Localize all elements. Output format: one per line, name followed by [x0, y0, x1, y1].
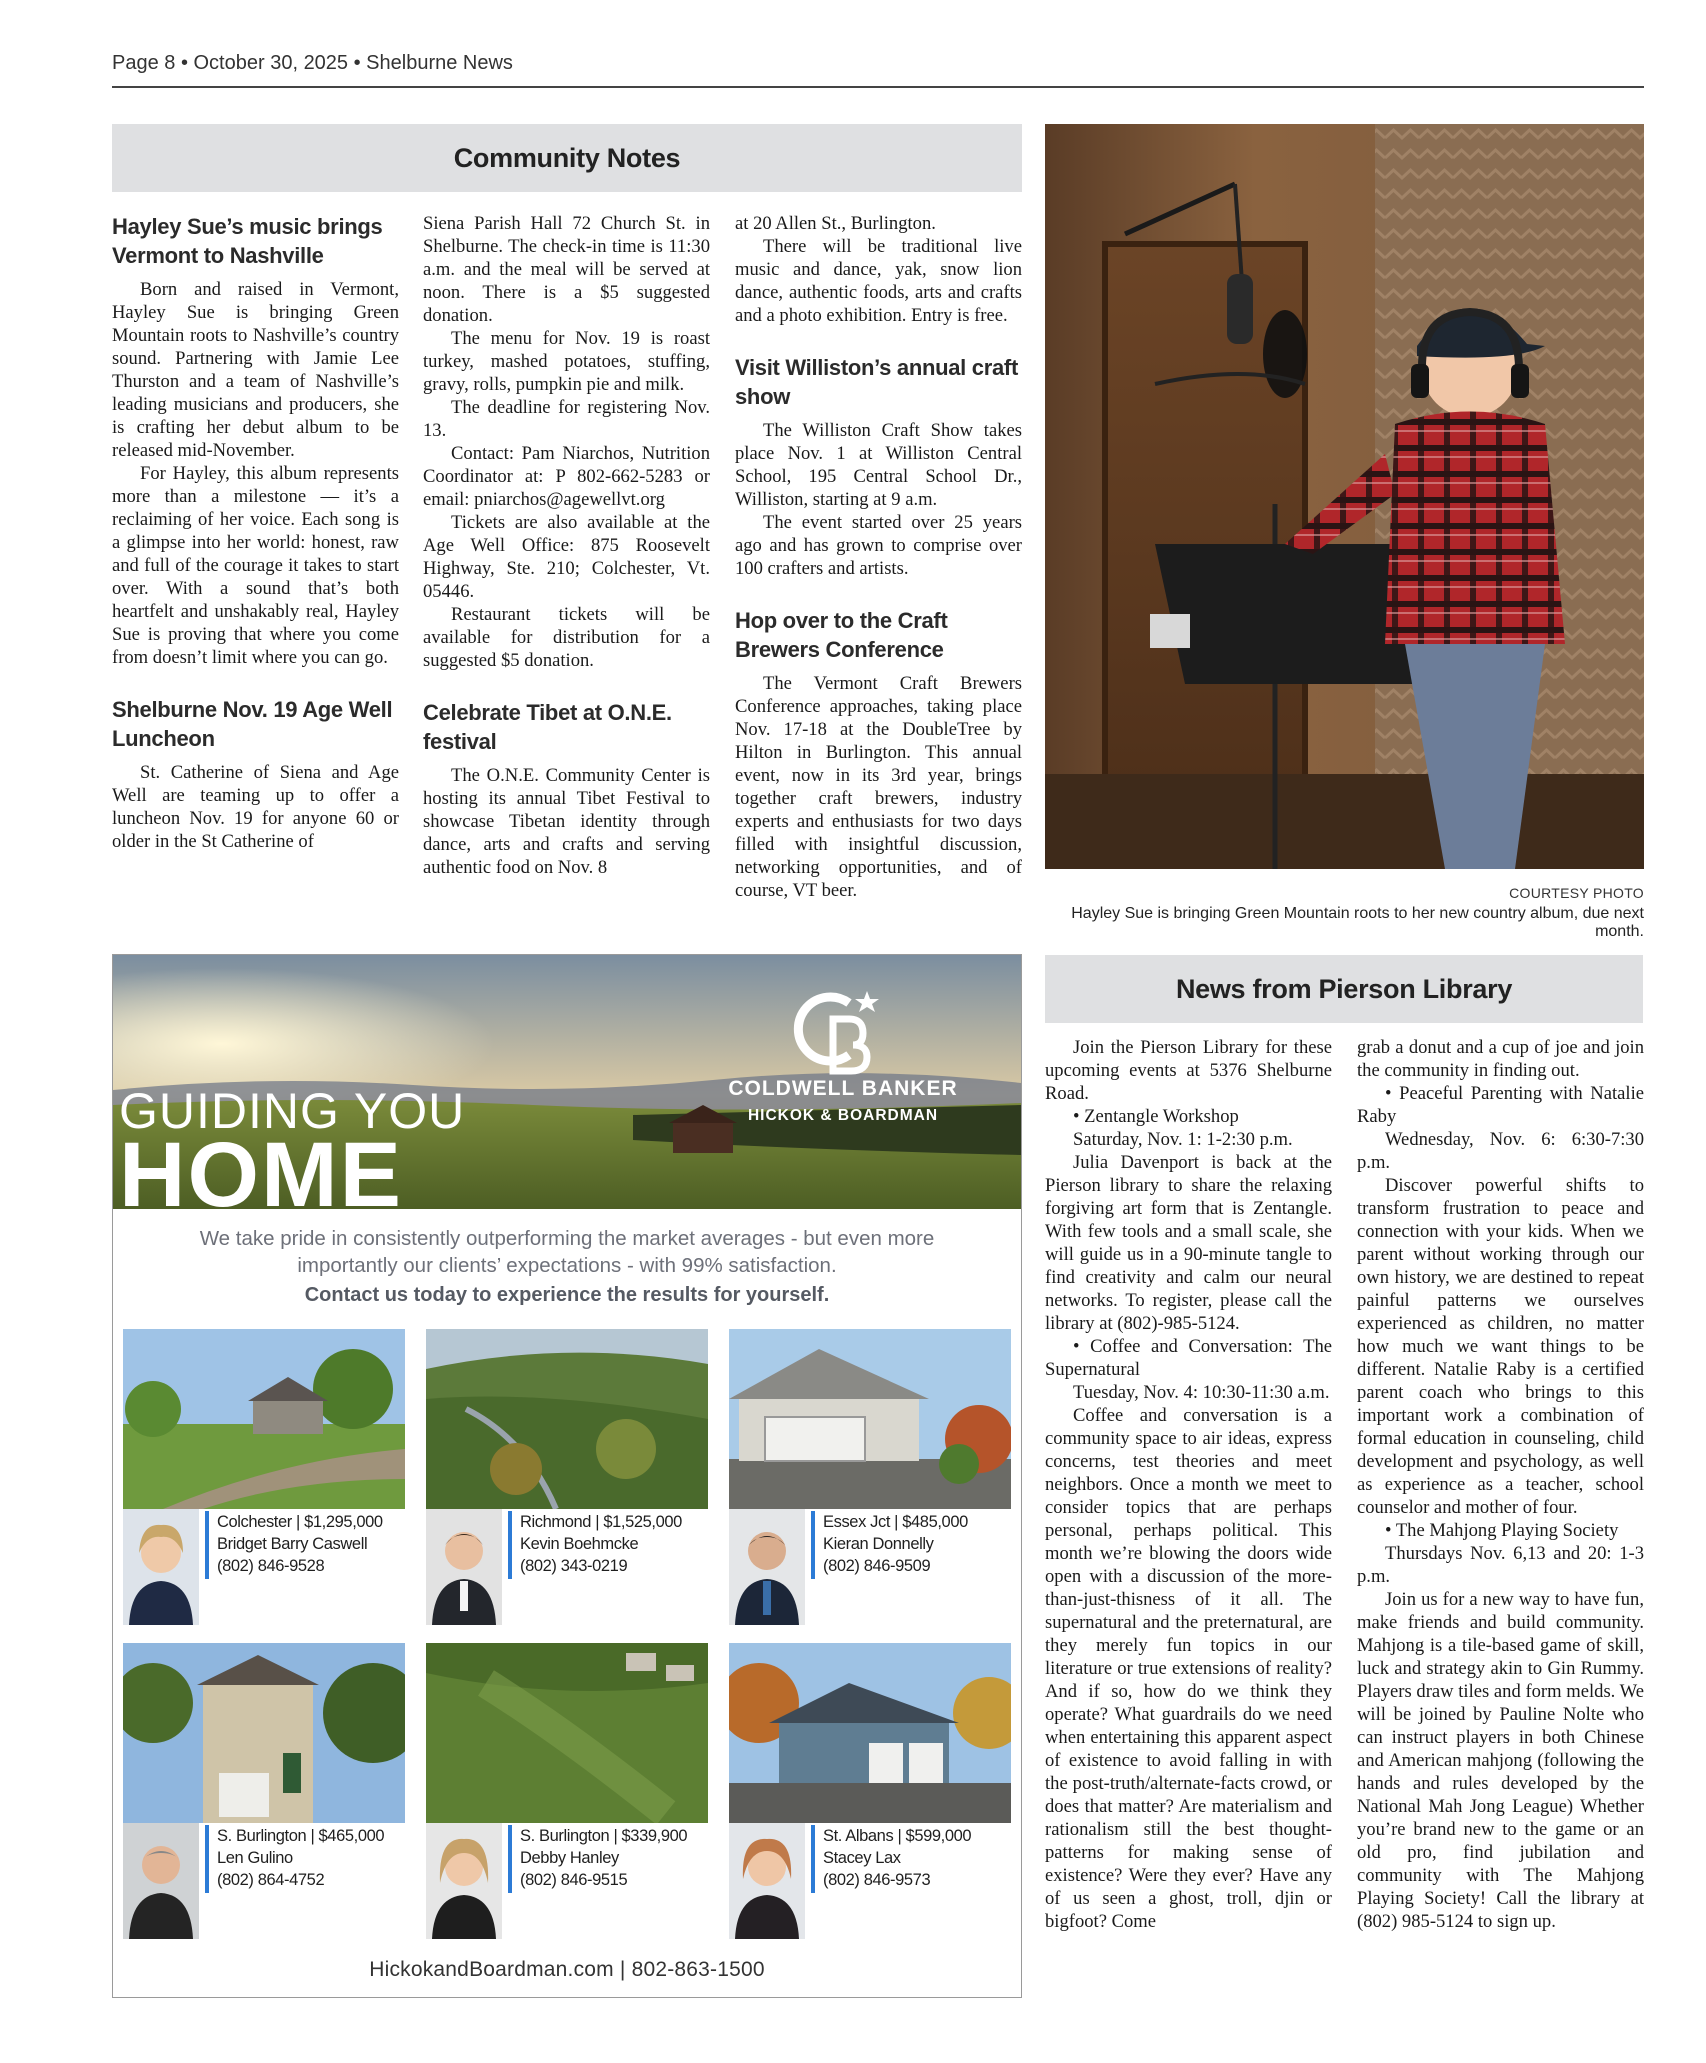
- article-paragraph: Julia Davenport is back at the Pierson library to share the relaxing forgiving art form that is Zentangle. With few tools and a small scale, she will guide us in a 90-minute tangle to find creativity and calm our neural networks. To register, please call the library at (802)-985-5124.: [1045, 1152, 1332, 1334]
- community-notes-heading: Community Notes: [112, 124, 1022, 192]
- house-image: [729, 1643, 1011, 1823]
- event-time: Saturday, Nov. 1: 1-2:30 p.m.: [1073, 1129, 1293, 1150]
- listing-agent-name: Kieran Donnelly: [823, 1535, 934, 1553]
- feature-photo: [1045, 124, 1644, 869]
- agent-photo: [426, 1509, 502, 1625]
- listing-location-price: St. Albans | $599,000: [823, 1827, 972, 1845]
- community-notes-column-3: [735, 212, 1022, 932]
- listing-info: [217, 1511, 383, 1577]
- listing-card: [729, 1643, 1011, 1943]
- article-paragraph: The event started over 25 years ago and has grown to comprise over 100 crafters and artists.: [735, 512, 1022, 579]
- agent-photo: [729, 1823, 805, 1939]
- agent-portrait: [426, 1823, 502, 1939]
- ad-headline-line1: GUIDING YOU: [119, 1083, 466, 1139]
- article-paragraph: The menu for Nov. 19 is roast turkey, mashed potatoes, stuffing, gravy, rolls, pumpkin pie and milk.: [423, 328, 710, 395]
- house-image: [123, 1329, 405, 1509]
- accent-bar: [508, 1825, 512, 1893]
- listing-agent-name: Len Gulino: [217, 1849, 293, 1867]
- house-photo: [123, 1329, 405, 1509]
- listing-phone: (802) 846-9573: [823, 1871, 931, 1889]
- listing-phone: (802) 846-9528: [217, 1557, 325, 1575]
- agent-portrait: [123, 1823, 199, 1939]
- event-title: • The Mahjong Playing Society: [1385, 1520, 1619, 1541]
- listing-info: [520, 1825, 687, 1891]
- article-paragraph: Contact: Pam Niarchos, Nutrition Coordinator at: P 802-662-5283 or email: pniarchos@agewellvt.org: [423, 443, 710, 510]
- accent-bar: [811, 1511, 815, 1579]
- page-folio: Page 8 • October 30, 2025 • Shelburne News: [112, 52, 513, 74]
- ad-call-to-action: Contact us today to experience the results for yourself.: [304, 1284, 830, 1306]
- agent-photo: [123, 1509, 199, 1625]
- article-headline: Celebrate Tibet at O.N.E. festival: [423, 700, 672, 754]
- house-image: [729, 1329, 1011, 1509]
- article-paragraph: Tickets are also available at the Age Well Office: 875 Roosevelt Highway, Ste. 210; Colchester, Vt. 05446.: [423, 512, 710, 602]
- article-paragraph: Siena Parish Hall 72 Church St. in Shelburne. The check-in time is 11:30 a.m. and the meal will be served at noon. There is a $5 suggested donation.: [423, 213, 710, 326]
- photo-caption: Hayley Sue is bringing Green Mountain roots to her new country album, due next month.: [1071, 905, 1644, 940]
- event-time: Thursdays Nov. 6,13 and 20: 1-3 p.m.: [1357, 1543, 1644, 1587]
- article-paragraph: Restaurant tickets will be available for distribution for a suggested $5 donation.: [423, 604, 710, 671]
- ad-hero-banner: [113, 955, 1021, 1209]
- article-headline: Hop over to the Craft Brewers Conference: [735, 608, 948, 662]
- pierson-library-column-1: [1045, 1036, 1332, 2026]
- listing-info: [217, 1825, 384, 1891]
- community-notes-column-2: [423, 212, 710, 932]
- pierson-library-heading: News from Pierson Library: [1045, 955, 1643, 1023]
- townhouse-image: [123, 1643, 405, 1823]
- accent-bar: [205, 1511, 209, 1579]
- brand-name: COLDWELL BANKER: [728, 1077, 958, 1100]
- coldwell-banker-advertisement: [112, 954, 1022, 1998]
- event-title: • Peaceful Parenting with Natalie Raby: [1357, 1083, 1644, 1127]
- listing-location-price: Essex Jct | $485,000: [823, 1513, 968, 1531]
- article-paragraph: Born and raised in Vermont, Hayley Sue is bringing Green Mountain roots to Nashville’s country sound. Partnering with Jamie Lee Thurston and a team of Nashville’s leading musicians and producers, she is crafting her debut album to be released mid-November.: [112, 279, 399, 461]
- ad-headline-line2: HOME: [119, 1124, 403, 1209]
- listing-phone: (802) 343-0219: [520, 1557, 628, 1575]
- article-paragraph: St. Catherine of Siena and Age Well are teaming up to offer a luncheon Nov. 19 for anyone 60 or older in the St Catherine of: [112, 762, 399, 852]
- header-rule: [112, 86, 1644, 88]
- article-paragraph: For Hayley, this album represents more than a milestone — it’s a reclaiming of her voice. Each song is a glimpse into her world: honest, raw and full of the courage it takes to start over. With a sound that’s both heartfelt and unshakably real, Hayley Sue is proving that where you come from doesn’t limit where you can go.: [112, 463, 399, 668]
- listing-location-price: S. Burlington | $339,900: [520, 1827, 688, 1845]
- listing-card: [426, 1643, 708, 1943]
- article-headline: Visit Williston’s annual craft show: [735, 355, 1018, 409]
- listing-card: [729, 1329, 1011, 1629]
- aerial-lot-image: [426, 1643, 708, 1823]
- listing-agent-name: Stacey Lax: [823, 1849, 901, 1867]
- listing-phone: (802) 846-9515: [520, 1871, 628, 1889]
- listing-agent-name: Bridget Barry Caswell: [217, 1535, 368, 1553]
- house-photo: [729, 1329, 1011, 1509]
- agent-portrait: [123, 1509, 199, 1625]
- article-paragraph: grab a donut and a cup of joe and join the community in finding out.: [1357, 1037, 1644, 1081]
- aerial-land-image: [426, 1329, 708, 1509]
- event-time: Tuesday, Nov. 4: 10:30-11:30 a.m.: [1073, 1382, 1330, 1403]
- event-time: Wednesday, Nov. 6: 6:30-7:30 p.m.: [1357, 1129, 1644, 1173]
- article-paragraph: The O.N.E. Community Center is hosting its annual Tibet Festival to showcase Tibetan identity through dance, arts and crafts and serving authentic food on Nov. 8: [423, 765, 710, 878]
- agent-portrait: [729, 1823, 805, 1939]
- listing-info: [823, 1825, 971, 1891]
- listing-card: [123, 1643, 405, 1943]
- ad-tagline-2: importantly our clients’ expectations - with 99% satisfaction.: [297, 1254, 837, 1277]
- agent-portrait: [426, 1509, 502, 1625]
- listing-phone: (802) 846-9509: [823, 1557, 931, 1575]
- listing-location-price: Colchester | $1,295,000: [217, 1513, 383, 1531]
- pierson-library-column-2: [1357, 1036, 1644, 2026]
- photo-credit: COURTESY PHOTO: [1509, 885, 1644, 901]
- article-paragraph: The Williston Craft Show takes place Nov. 1 at Williston Central School, 195 Central School Dr., Williston, starting at 9 a.m.: [735, 420, 1022, 510]
- listing-location-price: Richmond | $1,525,000: [520, 1513, 682, 1531]
- accent-bar: [508, 1511, 512, 1579]
- article-paragraph: Join the Pierson Library for these upcoming events at 5376 Shelburne Road.: [1045, 1037, 1332, 1104]
- article-paragraph: at 20 Allen St., Burlington.: [735, 213, 936, 234]
- recording-studio-photo: [1045, 124, 1644, 869]
- article-paragraph: Discover powerful shifts to transform frustration to peace and connection with your kids. When we parent without working through our own history, we are destined to repeat painful patterns we ourselves experienced as children, no matter how much we want things to be different. Natalie Raby is a certified parent coach who brings to this important work a combination of formal education in counseling, child development and psychology, as well as experience as a teacher, school counselor and mother of four.: [1357, 1175, 1644, 1518]
- agent-photo: [123, 1823, 199, 1939]
- agent-photo: [426, 1823, 502, 1939]
- accent-bar: [811, 1825, 815, 1893]
- agent-photo: [729, 1509, 805, 1625]
- listing-agent-name: Kevin Boehmcke: [520, 1535, 639, 1553]
- listing-info: [520, 1511, 682, 1577]
- coldwell-banker-logo: [789, 989, 885, 1079]
- listing-location-price: S. Burlington | $465,000: [217, 1827, 385, 1845]
- house-photo: [426, 1329, 708, 1509]
- article-paragraph: The Vermont Craft Brewers Conference approaches, taking place Nov. 17-18 at the DoubleTree by Hilton in Burlington. This annual event, now in its 3rd year, brings together craft brewers, industry experts and enthusiasts for two days filled with insightful discussion, networking opportunities, and of course, VT beer.: [735, 673, 1022, 901]
- article-paragraph: There will be traditional live music and dance, yak, snow lion dance, authentic foods, arts and crafts and a photo exhibition. Entry is free.: [735, 236, 1022, 326]
- ad-tagline-1: We take pride in consistently outperforming the market averages - but even more: [199, 1227, 935, 1250]
- brand-subtitle: HICKOK & BOARDMAN: [747, 1107, 939, 1124]
- article-headline: Hayley Sue’s music brings Vermont to Nashville: [112, 214, 383, 268]
- house-photo: [426, 1643, 708, 1823]
- article-paragraph: Coffee and conversation is a community space to air ideas, express concerns, test theories and meet neighbors. Once a month we meet to consider topics that are perhaps personal, perhaps political. This month we’re blowing the doors wide open with a discussion of the more-than-just-thisness of it all. The supernatural and the preternatural, are they merely fun topics in our literature or true extensions of reality? And if so, how do we think they operate? What guardrails do we need when entertaining this apparent aspect of existence to avoid falling in with the post-truth/alternate-facts crowd, or does that matter? Are materialism and rationalism still the best thought-patterns for making sense of existence? Were they ever? Have any of us seen a ghost, troll, djin or bigfoot? Come: [1045, 1405, 1332, 1932]
- ad-contact-footer: HickokandBoardman.com | 802-863-1500: [369, 1958, 765, 1981]
- community-notes-column-1: [112, 212, 399, 932]
- listing-info: [823, 1511, 968, 1577]
- event-title: • Zentangle Workshop: [1073, 1106, 1239, 1127]
- house-photo: [123, 1643, 405, 1823]
- listing-phone: (802) 864-4752: [217, 1871, 325, 1889]
- article-paragraph: Join us for a new way to have fun, make friends and build community. Mahjong is a tile-based game of skill, luck and strategy akin to Gin Rummy. Players draw tiles and form melds. We will be joined by Pauline Nolte who can instruct players in both Chinese and American mahjong (following the hands and rules developed by the National Mah Jong League) Whether you’re brand new to the game or an old pro, find jubilation and community with The Mahjong Playing Society! Call the library at (802) 985-5124 to sign up.: [1357, 1589, 1644, 1932]
- house-photo: [729, 1643, 1011, 1823]
- listing-agent-name: Debby Hanley: [520, 1849, 619, 1867]
- listing-card: [426, 1329, 708, 1629]
- listing-card: [123, 1329, 405, 1629]
- accent-bar: [205, 1825, 209, 1893]
- article-headline: Shelburne Nov. 19 Age Well Luncheon: [112, 697, 393, 751]
- agent-portrait: [729, 1509, 805, 1625]
- cb-monogram-icon: [789, 989, 885, 1079]
- event-title: • Coffee and Conversation: The Supernatural: [1045, 1336, 1332, 1380]
- article-paragraph: The deadline for registering Nov. 13.: [423, 397, 710, 441]
